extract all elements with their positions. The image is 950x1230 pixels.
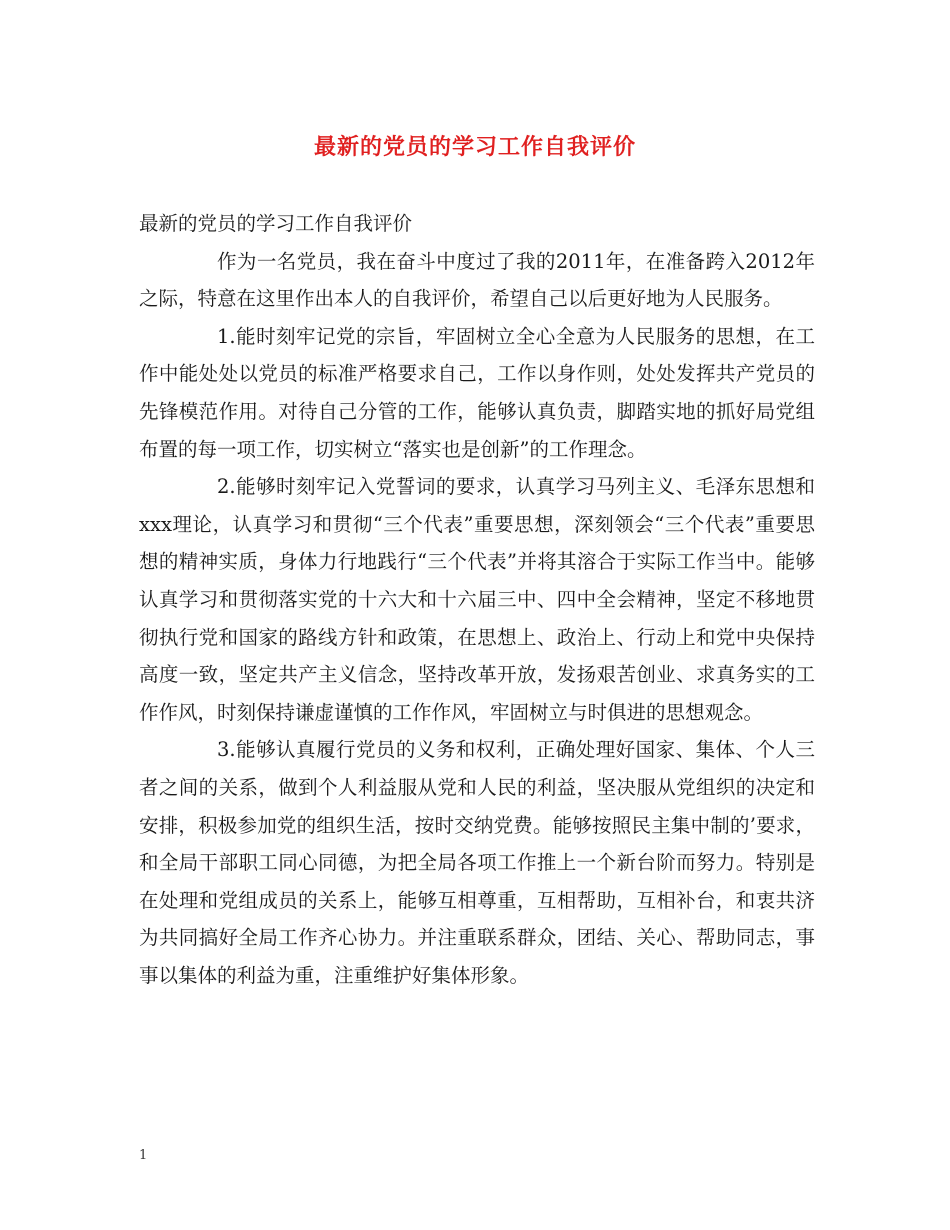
document-body bbox=[139, 205, 815, 994]
document-title: 最新的党员的学习工作自我评价 bbox=[313, 134, 636, 160]
paragraph-point-3: 3.能够认真履行党员的义务和权利，正确处理好国家、集体、个人三者之间的关系，做到个人利益服从党和人民的利益，坚决服从党组织的决定和安排，积极参加党的组织生活，按时交纳党费。能够按照民主集中制的’要求，和全局干部职工同心同德，为把全局各项工作推上一个新台阶而努力。特别是在处理和党组成员的关系上，能够互相尊重，互相帮助，互相补台，和衷共济为共同搞好全局工作齐心协力。并注重联系群众，团结、关心、帮助同志，事事以集体的利益为重，注重维护好集体形象。 bbox=[139, 738, 815, 987]
paragraph-point-2: 2.能够时刻牢记入党誓词的要求，认真学习马列主义、毛泽东思想和xxx理论，认真学习和贯彻“三个代表”重要思想，深刻领会“三个代表”重要思想的精神实质，身体力行地践行“三个代表”并将其溶合于实际工作当中。能够认真学习和贯彻落实党的十六大和十六届三中、四中全会精神，坚定不移地贯彻执行党和国家的路线方针和政策，在思想上、政治上、行动上和党中央保持高度一致，坚定共产主义信念，坚持改革开放，发扬艰苦创业、求真务实的工作作风，时刻保持谦虚谨慎的工作作风，牢固树立与时俱进的思想观念。 bbox=[139, 475, 815, 724]
subtitle-line: 最新的党员的学习工作自我评价 bbox=[139, 212, 413, 235]
paragraph-intro: 作为一名党员，我在奋斗中度过了我的2011年，在准备跨入2012年之际，特意在这里作出本人的自我评价，希望自己以后更好地为人民服务。 bbox=[139, 249, 815, 311]
paragraph-point-1: 1.能时刻牢记党的宗旨，牢固树立全心全意为人民服务的思想，在工作中能处处以党员的标准严格要求自己，工作以身作则，处处发挥共产党员的先锋模范作用。对待自己分管的工作，能够认真负责，脚踏实地的抓好局党组布置的每一项工作，切实树立“落实也是创新”的工作理念。 bbox=[139, 324, 815, 461]
page-number: 1 bbox=[139, 1148, 148, 1163]
